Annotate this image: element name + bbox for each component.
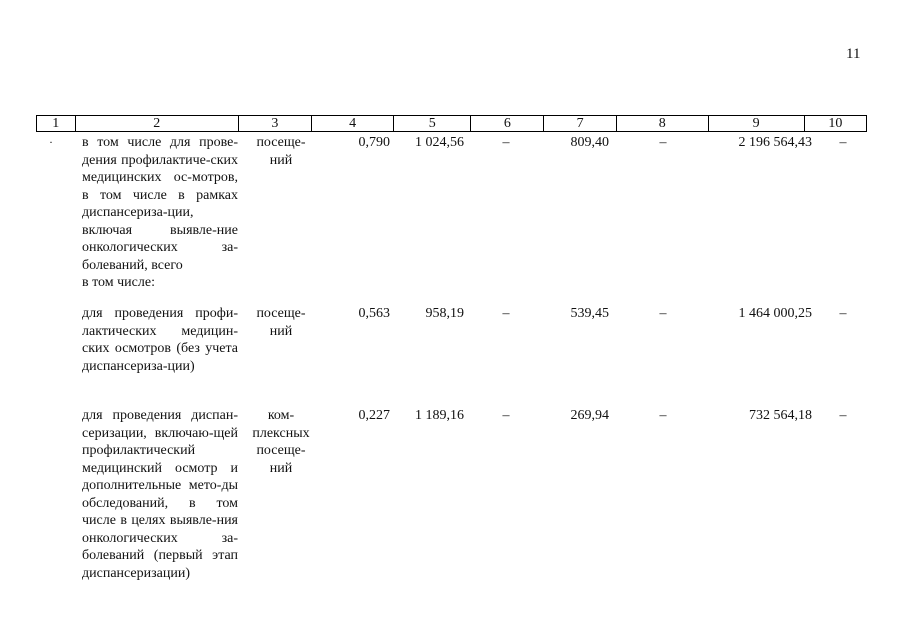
header-col-10: 10	[828, 116, 843, 131]
row-description: в том числе для прове-дения профилактиче-ских медицинских ос-мотров, в том числе в рамках диспансериза-ции, включая выявле-ние онкологических за-болеваний, всего	[82, 135, 238, 273]
cell-col-10: –	[839, 135, 847, 150]
cell-col-9: 1 464 000,25	[738, 306, 812, 321]
header-col-5: 5	[394, 116, 471, 131]
cell-col-5: 1 024,56	[415, 135, 464, 150]
cell-col-5: 1 189,16	[415, 408, 464, 423]
cell-col-7: 539,45	[570, 306, 609, 321]
cell-col-8: –	[659, 135, 667, 150]
row-unit: посеще-ний	[256, 306, 306, 339]
table-header	[36, 115, 867, 132]
header-col-9: 9	[709, 116, 805, 131]
header-col-4: 4	[312, 116, 394, 131]
cell-col-9: 2 196 564,43	[738, 135, 812, 150]
scan-speck: ·	[49, 135, 53, 149]
cell-col-6: –	[502, 306, 510, 321]
row-description: для проведения диспан-серизации, включаю-щей профилактический медицинский осмотр и дополнительные мето-ды обследований, в том числе в целях выявле-ния онкологических за-болеваний (первый этап диспансеризации)	[82, 408, 238, 581]
header-col-8: 8	[617, 116, 709, 131]
cell-col-10: –	[839, 306, 847, 321]
row-subheading: в том числе:	[82, 275, 155, 290]
cell-col-9: 732 564,18	[749, 408, 812, 423]
header-col-6: 6	[471, 116, 544, 131]
row-description: для проведения профи-лактических медицин-ских осмотров (без учета диспансериза-ции)	[82, 306, 238, 374]
row-unit: ком-плексных посеще-ний	[252, 408, 310, 476]
cell-col-5: 958,19	[425, 306, 464, 321]
cell-col-6: –	[502, 135, 510, 150]
cell-col-10: –	[839, 408, 847, 423]
header-col-3: 3	[239, 116, 312, 131]
row-unit: посеще-ний	[256, 135, 306, 168]
cell-col-4: 0,563	[358, 306, 390, 321]
cell-col-7: 269,94	[570, 408, 609, 423]
cell-col-6: –	[502, 408, 510, 423]
page-number: 11	[846, 46, 861, 62]
cell-col-4: 0,227	[358, 408, 390, 423]
header-col-2: 2	[76, 116, 239, 131]
cell-col-8: –	[659, 306, 667, 321]
header-col-1: 1	[37, 116, 76, 131]
cell-col-4: 0,790	[358, 135, 390, 150]
cell-col-8: –	[659, 408, 667, 423]
header-col-7: 7	[544, 116, 616, 131]
cell-col-7: 809,40	[570, 135, 609, 150]
